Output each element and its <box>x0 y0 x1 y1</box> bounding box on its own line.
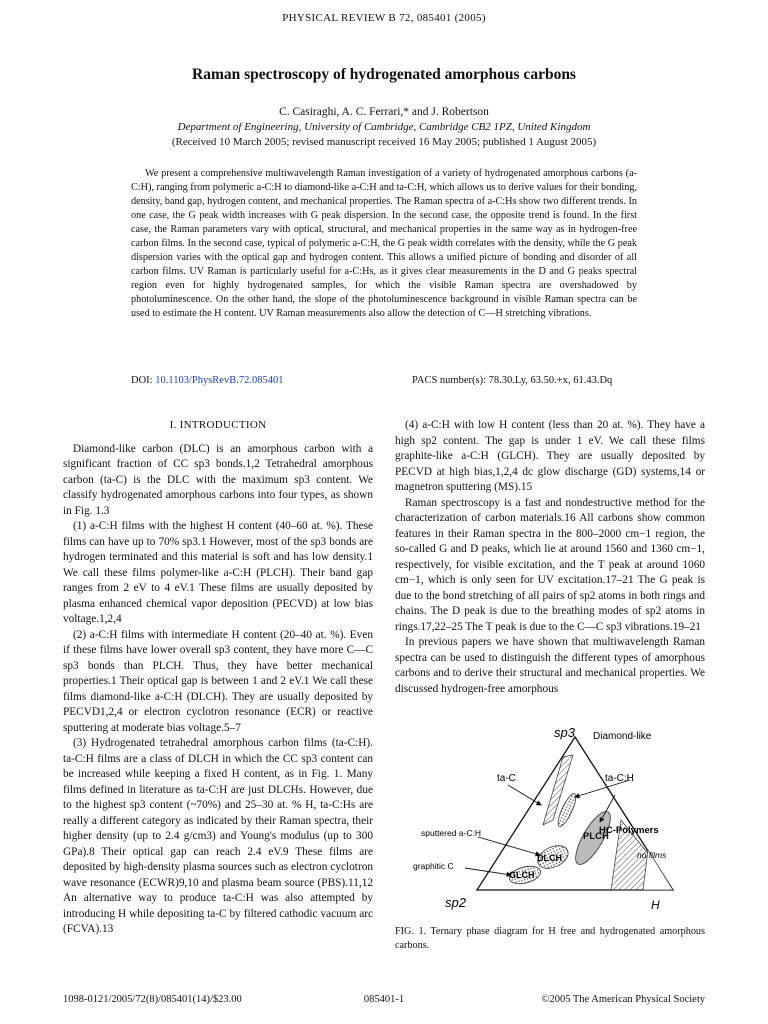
abstract <box>131 167 637 322</box>
hc-polymers-label: HC-Polymers <box>599 825 659 836</box>
ta-c-h-label: ta-C:H <box>605 773 634 784</box>
journal-header: PHYSICAL REVIEW B 72, 085401 (2005) <box>282 12 486 24</box>
affiliation: Department of Engineering, University of Cambridge, Cambridge CB2 1PZ, United Kingdom <box>177 121 591 133</box>
paragraph: (2) a-C:H films with intermediate H content (20–40 at. %). Even if these films have lower overall sp3 content, they have more C—C sp3 bonds than PLCH. Thus, they have better mechanical properties.1 Their optical gap is between 1 and 2 eV.1 We call these films diamond-like a-C:H (DLCH). They are usually deposited by PECVD1,2,4 or electron cyclotron resonance (ECR) or reactive sputtering at moderate bias voltage.5–7 <box>63 628 373 734</box>
graphitic-label: graphitic C <box>413 861 454 871</box>
plch-label: PLCH <box>583 831 609 842</box>
footer-page: 085401-1 <box>363 994 405 1005</box>
ternary-diagram <box>393 725 707 923</box>
ta-c-label: ta-C <box>497 773 516 784</box>
sputtered-label: sputtered a-C:H <box>421 828 481 838</box>
diamond-like-label: Diamond-like <box>593 731 652 742</box>
section-heading: I. INTRODUCTION <box>169 419 267 431</box>
doi-label: DOI: <box>131 375 153 386</box>
paragraph: (1) a-C:H films with the highest H content (40–60 at. %). These films can have up to 70% sp3.1 However, most of the sp3 bonds are hydrogen terminated and this material is soft and has low density.1 We call these films polymer-like a-C:H (PLCH). Their band gap ranges from 2 eV to 4 eV.1 These films are usually deposited by plasma enhanced chemical vapor deposition (PECVD) at low bias voltage.1,2,4 <box>63 520 373 625</box>
doi-line <box>131 375 283 386</box>
glch-label: GLCH <box>509 870 535 880</box>
sp3-label: sp3 <box>554 725 575 740</box>
no-films-label: no films <box>637 850 667 860</box>
pacs-numbers: PACS number(s): 78.30.Ly, 63.50.+x, 61.43.Dq <box>412 375 613 386</box>
footer-issn: 1098-0121/2005/72(8)/085401(14)/$23.00 <box>63 994 242 1005</box>
ternary-diagram-svg <box>393 725 707 923</box>
doi-link[interactable]: 10.1103/PhysRevB.72.085401 <box>155 375 284 386</box>
sp2-label: sp2 <box>445 895 466 910</box>
paragraph: (4) a-C:H with low H content (less than 20 at. %). They have a high sp2 content. The gap is under 1 eV. We call these films graphite-like a-C:H (GLCH). They are usually deposited by PECVD at high bias,1,2,4 dc glow discharge (GD) systems,14 or magnetron sputtering (MS).15 <box>395 419 705 493</box>
left-column <box>63 418 373 938</box>
h-label: H <box>651 898 660 912</box>
paper-title: Raman spectroscopy of hydrogenated amorphous carbons <box>192 66 576 83</box>
right-column <box>395 418 705 697</box>
footer-copyright: ©2005 The American Physical Society <box>541 994 705 1005</box>
received-dates: (Received 10 March 2005; revised manuscript received 16 May 2005; published 1 August 2005) <box>171 136 597 148</box>
paragraph: Diamond-like carbon (DLC) is an amorphous carbon with a significant fraction of CC sp3 bonds.1,2 Tetrahedral amorphous carbon (ta-C) is the DLC with the maximum sp3 content. We classify hydrogenated amorphous carbons into four types, as shown in Fig. 1.3 <box>63 442 373 517</box>
paragraph: (3) Hydrogenated tetrahedral amorphous carbon films (ta-C:H). ta-C:H films are a class of DLCH in which the CC sp3 content can be increased while keeping a fixed H content, as in Fig. 1. Many films defined in literature as ta-C:H are just DLCHs. However, due to the highest sp3 content (~70%) and 25–30 at. % H, ta-C:Hs are really a different category as indicated by their Raman spectra, their higher density (up to 2.4 g/cm3) and Young's modulus (up to 300 GPa).8 Their optical gap can reach 2.4 eV.9 These films are deposited by high-density plasma sources such as electron cyclotron wave resonance (ECWR)9,10 and plasma beam source (PBS).11,12 An alternative way to produce ta-C:H was also attempted by introducing H while depositing ta-C by filtered cathodic vacuum arc (FCVA).13 <box>63 737 373 935</box>
authors: C. Casiraghi, A. C. Ferrari,* and J. Robertson <box>279 106 489 118</box>
dlch-label: DLCH <box>537 853 562 863</box>
paragraph: In previous papers we have shown that multiwavelength Raman spectra can be used to distinguish the different types of amorphous carbons and to derive their structural and mechanical properties. We discussed hydrogen-free amorphous <box>395 636 705 695</box>
paragraph: Raman spectroscopy is a fast and nondestructive method for the characterization of carbon materials.16 All carbons show common features in their Raman spectra in the 800–2000 cm−1 region, the so-called G and D peaks, which lie at around 1560 and 1360 cm−1, respectively, for visible excitation, and the T peak at around 1060 cm−1, which is only seen for UV excitation.17–21 The G peak is due to the bond stretching of all pairs of sp2 atoms in both rings and chains. The D peak is due to the breathing modes of sp2 atoms in rings.17,22–25 The T peak is due to the C—C sp3 vibrations.19–21 <box>395 496 705 633</box>
abstract-text: We present a comprehensive multiwavelength Raman investigation of a variety of hydrogenated amorphous carbons (a-C:H), ranging from polymeric a-C:H to diamond-like a-C:H and ta-C:H, which allows us to derive values for their bonding, density, band gap, hydrogen content, and mechanical properties. The Raman spectra of a-C:Hs show two different trends. In one case, the G peak width increases with G peak dispersion. In the second case, the opposite trend is found. In the first case, the Raman parameters vary with optical, structural, and mechanical properties in the same way as in hydrogen-free carbon films. In the second case, typical of polymeric a-C:H, the G peak width correlates with the density, while the G peak dispersion varies with the optical gap and hydrogen content. This allows a unified picture of bonding and disorder of all carbon films. UV Raman is particularly useful for a-C:Hs, as it gives clear measurements in the D and G peaks spectral region even for highly hydrogenated samples, for which the visible Raman spectra are overshadowed by photoluminescence. On the other hand, the slope of the photoluminescence background in visible Raman spectra can be used to estimate the H content. UV Raman measurements also allow the detection of C—H stretching vibrations. <box>131 168 637 320</box>
figure-caption: FIG. 1. Ternary phase diagram for H free and hydrogenated amorphous carbons. <box>395 926 705 951</box>
